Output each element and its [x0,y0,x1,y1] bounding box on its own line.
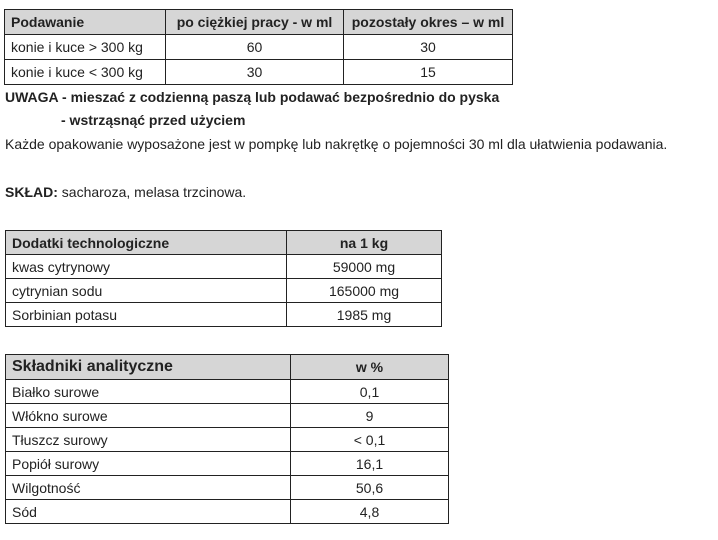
table-cell: 50,6 [291,476,449,500]
additives-table [5,230,442,327]
table-cell: Sorbinian potasu [6,303,287,327]
table-cell: Tłuszcz surowy [6,428,291,452]
table-header-cell: w % [291,355,449,380]
table-row [5,35,513,60]
table-header-row [6,231,442,255]
table-cell: cytrynian sodu [6,279,287,303]
table-header-cell: Składniki analityczne [6,355,291,380]
table-cell: 30 [166,60,344,85]
table-row [6,428,449,452]
table-cell: 59000 mg [287,255,442,279]
dosage-table [4,9,513,85]
table-cell: 16,1 [291,452,449,476]
table-cell: Włókno surowe [6,404,291,428]
packaging-note: Każde opakowanie wyposażone jest w pompkę lub nakrętkę o pojemności 30 ml dla ułatwienia podawania. [5,136,668,152]
table-cell: 0,1 [291,380,449,404]
table-cell: kwas cytrynowy [6,255,287,279]
table-row [6,476,449,500]
table-row [6,380,449,404]
table-cell: konie i kuce > 300 kg [5,35,166,60]
warning-line-2: - wstrząsnąć przed użyciem [61,112,246,128]
table-cell: 165000 mg [287,279,442,303]
table-cell: Białko surowe [6,380,291,404]
table-header-cell: na 1 kg [287,231,442,255]
table-cell: Popiół surowy [6,452,291,476]
table-cell: 9 [291,404,449,428]
table-cell: 1985 mg [287,303,442,327]
table-row [6,500,449,524]
table-cell: 4,8 [291,500,449,524]
table-cell: 60 [166,35,344,60]
table-cell: Sód [6,500,291,524]
table-header-row [6,355,449,380]
table-cell: Wilgotność [6,476,291,500]
composition-value: sacharoza, melasa trzcinowa. [57,184,247,200]
table-row [6,452,449,476]
table-header-row [5,10,513,35]
analytics-table [5,354,449,524]
table-header-cell: Podawanie [5,10,166,35]
table-header-cell: Dodatki technologiczne [6,231,287,255]
warning-line-1: UWAGA - mieszać z codzienną paszą lub podawać bezpośrednio do pyska [5,89,500,105]
table-header-cell: po ciężkiej pracy - w ml [166,10,344,35]
table-row [6,404,449,428]
table-cell: 15 [344,60,513,85]
table-cell: 30 [344,35,513,60]
composition-label: SKŁAD: [5,184,58,200]
table-row [6,255,442,279]
table-row [6,303,442,327]
table-row [6,279,442,303]
table-header-cell: pozostały okres – w ml [344,10,513,35]
table-cell: < 0,1 [291,428,449,452]
composition [5,184,246,200]
table-row [5,60,513,85]
table-cell: konie i kuce < 300 kg [5,60,166,85]
